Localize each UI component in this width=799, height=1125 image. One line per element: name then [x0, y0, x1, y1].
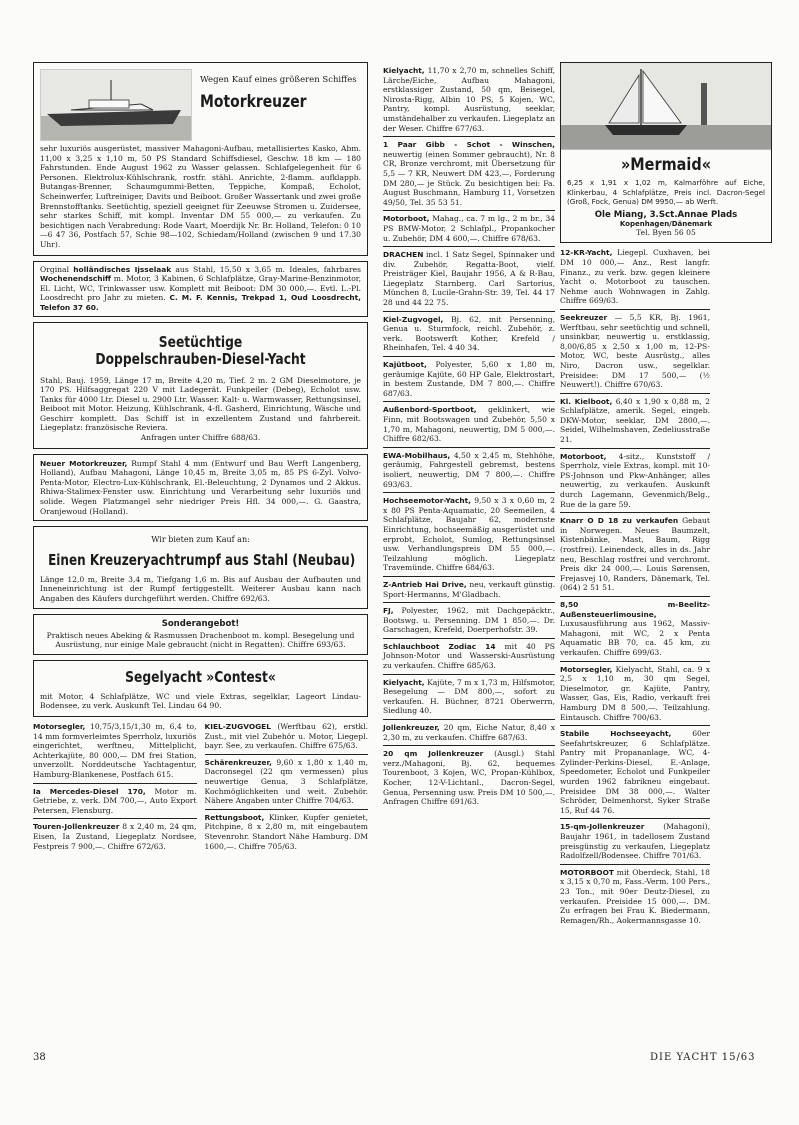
ad-body: (Mahagoni), Baujahr 1961, in tadellosem Zustand preisgünstig zu verkaufen, Liegeplatz Radolfzell/Bodensee. Chiffre 701/63.: [560, 822, 710, 861]
motorboat-photo: [40, 69, 192, 141]
ad-body: Bj. 62, mit Persenning, Genua u. Sturmfock, reichl. Zubehör, z. verk. Bootswerft Kother, Krefeld / Rheinhafen, Tel. 4 40 34.: [383, 314, 555, 353]
divider: [560, 864, 710, 865]
divider: [383, 401, 555, 402]
list-item: Touren-Jollenkreuzer 8 x 2,40 m, 24 qm, Eisen, Ia Zustand, Liegeplatz Nordsee, Festpreis 7 900,—. Chiffre 672/63.: [33, 822, 197, 851]
list-item: [560, 397, 710, 445]
doppel-title1: Seetüchtige: [158, 332, 243, 351]
list-item: [383, 66, 555, 133]
list-item: [383, 405, 555, 443]
rumpf-intro: Wir bieten zum Kauf an:: [151, 535, 250, 545]
sailboat-photo: [561, 63, 771, 150]
ad-body: Liegepl. Cuxhaven, bei DM 10 000,— Anz., Rest langfr. Finanz., zu verk. bzw. gegen kleinere Yacht o. Motorboot zu tauschen. Nehme auch Wohnwagen in Zahlg. Chiffre 669/63.: [560, 248, 710, 306]
divider: [560, 512, 710, 513]
divider: [383, 602, 555, 603]
list-item: [383, 360, 555, 398]
ad-name: 8,50 m-Beelitz-Außensteuerlimousine,: [560, 599, 710, 619]
divider: [383, 576, 555, 577]
ijsselaak-body: aus Stahl, 15,50 x 3,65 m. Ideales, fahrbares: [175, 264, 361, 274]
list-item: KIEL-ZUGVOGEL (Werftbau 62), erstkl. Zust., mit viel Zubehör u. Motor, Liegepl. bayr. See, zu verkaufen. Chiffre 675/63.: [204, 721, 369, 751]
list-item: [383, 140, 555, 207]
ad-neuer-motorkreuzer: [33, 454, 368, 522]
doppel-footer: Anfragen unter Chiffre 688/63.: [140, 433, 261, 443]
ad-name: Motorsegler,: [560, 664, 613, 674]
list-item: [383, 606, 555, 635]
ad-name: Knarr O D 18 zu verkaufen: [560, 516, 679, 526]
list-item: [560, 822, 710, 860]
ad-name: 15-qm-Jollenkreuzer: [560, 822, 645, 832]
ad-body: 60er Seefahrtskreuzer, 6 Schlafplätze. Pantry mit Propananlage, WC, 4-Zylinder-Perkins-Diesel, E.-Anlage, Speedometer, Echolot und Funkpeiler wurden 1962 fabrikneu eingebaut. Preisidee DM 38 000,—. Walter Schröder, Delmenhorst, Syker Straße 15, Ruf 44 76.: [560, 729, 710, 815]
ad-doppelschrauben: [33, 322, 368, 449]
divider: [383, 638, 555, 639]
mermaid-body: 6,25 x 1,91 x 1,02 m, Kalmarföhre auf Eiche, Klinkerbau, 4 Schlafplätze, Preis incl. Dacron-Segel (Groß, Fock, Genua) DM 9950,— ab Werft.: [567, 178, 765, 207]
neuer-name: Neuer Motorkreuzer,: [40, 458, 128, 468]
mermaid-title: »Mermaid«: [620, 155, 712, 175]
divider: [383, 492, 555, 493]
ad-name: Seekreuzer: [560, 312, 608, 322]
list-item: [383, 580, 555, 599]
ad-sonderangebot: [33, 614, 368, 655]
ad-name: Kielyacht,: [383, 66, 425, 75]
list-item: [560, 665, 710, 723]
ad-body: 4-sitz., Kunststoff / Sperrholz, viele Extras, kompl. mit 10-PS-Johnson und Pkw-Anhänger, alles neuwertig, zu verkaufen. Auskunft durch Lagemann, Gevenmich/Belg., Rue de la gare 59.: [560, 451, 711, 509]
ad-body: Luxusausführung aus 1962, Massiv-Mahagoni, mit WC, 2 x Penta Aquamatic BB 70, ca. 45 km, zu verkaufen. Chiffre 699/63.: [560, 619, 710, 657]
ad-kreuzeryachtrumpf: [33, 526, 368, 608]
list-item: [383, 496, 555, 573]
list-item: [383, 451, 555, 489]
ad-name: Schlauchboot Zodiac 14: [383, 641, 496, 651]
sailboat-icon: [561, 63, 771, 149]
ad-ijsselaak: [33, 261, 368, 317]
ad-name: Kiel-Zugvogel,: [383, 314, 444, 324]
small-ads-col-a: [33, 722, 197, 851]
ad-body: Kielyacht, Stahl, ca. 9 x 2,5 x 1,10 m, 30 qm Segel, Dieselmotor, gr. Kajüte, Pantry, Wasser, Gas, Eis, Radio, verkauft frei Hamburg DM 8 500,—. Teilzahlung. Eintausch. Chiffre 700/63.: [560, 664, 710, 722]
divider: [560, 661, 710, 662]
list-item: Ia Mercedes-Diesel 170, Motor m. Getriebe, z. verk. DM 700,—, Auto Export Petersen, Flensburg.: [33, 786, 197, 815]
ad-body: 6,40 x 1,90 x 0,88 m, 2 Schlafplätze, amerik. Segel, eingeb. DKW-Motor, seeklar, DM 2800,—. Seidel, Wilhelmshaven, Zedeliusstraße 21.: [560, 396, 710, 445]
list-item: Schärenkreuzer, 9,60 x 1,80 x 1,40 m, Dacronsegel (22 qm vermessen) plus neuwertige Genua, 3 Schlafplätze, Kochmöglichkeiten und weit. Zubehör. Nähere Angaben unter Chiffre 704/63.: [204, 757, 368, 806]
neuer-body: Rumpf Stahl 4 mm (Entwurf und Bau Werft Langenberg, Holland), Aufbau Mahagoni, Länge 10,45 m, Breite 3,05 m, 85 PS 6-Zyl. Volvo-Penta-Motor, Electro-Lux-Kühlschrank, El.-Beleuchtung, 2 Dynamos und 2 Akkus. Rhiwa-Stalimex-Fenster usw. Einrichtung und Verarbeitung sehr luxuriös und solide. Wegen Platzmangel sehr niedriger Preis Hfl. 34 000,—. G. Gaastra, Oranjewoud (Holland).: [40, 458, 362, 516]
list-item: [560, 516, 710, 593]
ad-motorkreuzer: [33, 62, 368, 256]
rumpf-body: Länge 12,0 m, Breite 3,4 m, Tiefgang 1,6 m. Bis auf Ausbau der Aufbauten und Inneneinrichtung ist der Rumpf fertiggestellt. Weiterer Ausbau kann nach Angaben des Käufers durchgeführt werden. Chiffre 692/63.: [40, 574, 361, 603]
ad-body: Polyester, 5,60 x 1,80 m, geräumige Kajüte, 60 HP Gale, Elektrostart, in bestem Zustande, DM 7 800,—. Chiffre 687/63.: [383, 360, 556, 398]
ijsselaak-contact: C. M. F. Kennis, Trekpad 1, Oud Loosdrecht, Telefon 37 60.: [40, 293, 361, 312]
middle-ad-list: [383, 66, 555, 807]
motorkreuzer-body: sehr luxuriös ausgerüstet, massiver Mahagoni-Aufbau, metallisiertes Kasko, Abm. 11,00 x 3,25 x 1,10 m, 50 PS Standard Schiffsdiesel, Geschw. 18 km — 180 Fahrstunden. Ende August 1962 zu Wasser gelassen. Schlafgelegenheit für 6 Personen. Elektrolux-Kühlschrank, rostfr. stähl. Anrichte, 2-flamm. aufklappb. Butangas-Brenner, Schaumgummi-Betten, Teppiche, Kompaß, Echolot, Scheinwerfer, Luftreiniger, Davits und Beiboot. Großer Wassertank und zwei große Brennstofftanks. Seetüchtig, speziell geeignet für Zeeuwse Stromen u. Zuidersee, sehr starkes Schiff, mit kompl. Inventar DM 55 000,— zu verkaufen. Zu besichtigen nach Verabredung: Rode Vaart, Moerdijk Nr. Br. Holland, Telefon: 0 10—6 47 36, Postfach 57, Schie 98—102, Schiedam/Holland (zwischen 9 und 17.30 Uhr).: [40, 144, 361, 249]
ad-name: Motorboot,: [560, 451, 607, 461]
divider: [560, 448, 710, 449]
ad-body: 11,70 x 2,70 m, schnelles Schiff, Lärche/Eiche, Aufbau Mahagoni, erstklassiger Zustand, 50 qm, Beisegel, Nirosta-Rigg, Albin 10 PS, 5 Kojen, WC, Pantry, kompl. Ausrüstung, seeklar, umständehalber zu verkaufen. Liegeplatz an der Weser. Chiffre 677/63.: [383, 66, 555, 133]
list-item: [383, 723, 555, 742]
ad-body: 9,50 x 3 x 0,60 m, 2 x 80 PS Penta-Aquamatic, 20 Seemeilen, 4 Schlafplätze, Baujahr 62, modernste Einrichtung, hochseemäßig ausgerüstet und erprobt, Echolot, Sumlog, Rettungsinsel usw. Verhandlungspreis DM 55 000,—. Teilzahlung möglich. Liegeplatz Travemünde. Chiffre 684/63.: [383, 496, 555, 573]
list-item: Rettungsboot, Klinker, Kupfer genietet, Pitchpine, 8 x 2,80 m, mit eingebautem Stevenrohr. Standort Nähe Hamburg. DM 1600,—. Chiffre 705/63.: [204, 812, 368, 851]
divider: [383, 745, 555, 746]
ad-body: (Ausgl.) Stahl verz./Mahagoni, Bj. 62, bequemes Tourenboot, 3 Kojen, WC, Propan-Kühlbox, Kocher, 12-V-Lichtanl., Dacron-Segel, Genua, Persenning usw. Preis DM 10 500,—. Anfragen Chiffre 691/63.: [383, 749, 555, 807]
rumpf-title: Einen Kreuzeryachtrumpf aus Stahl (Neubau): [48, 550, 356, 569]
ad-body: neu, verkauft günstig. Sport-Hermanns, M'Gladbach.: [383, 579, 555, 599]
right-column: [560, 62, 772, 925]
motorboat-icon: [41, 70, 191, 140]
ijsselaak-name: holländisches Ijsselaak: [73, 264, 172, 274]
ad-body: neuwertig (einen Sommer gebraucht), Nr. 8 CR, Bronze verchromt, mit Übersetzung für 5,5 — 7 KR, Neuwert DM 423,—, Forderung DM 280,— je Stück. Zu besichtigen bei: Fa. August Buschmann, Hamburg 11, Vorsetzen 49/50, Tel. 35 53 51.: [383, 149, 555, 207]
ad-name: 1 Paar Gibb - Schot - Winschen,: [383, 140, 555, 150]
ad-body: geklinkert, wie Finn, mit Bootswagen und Zubehör, 5,50 x 1,70 m, Mahagoni, neuwertig, DM 5 000,—. Chiffre 682/63.: [383, 405, 555, 444]
ad-name: Z-Antrieb Hai Drive,: [383, 579, 467, 589]
ad-name: Kajütboot,: [383, 360, 427, 370]
ad-body: Gebaut in Norwegen. Neues Baumzelt, Kistenbänke, Mast, Baum, Rigg (rostfrei). Leinendeck, alles in ds. Jahr neu, Beschlag rostfrei und verchromt. Preis dkr 24 000,—. Louis Sørensen, Frejasvej 10, Randers, Dänemark, Tel. (064) 2 51 51.: [560, 516, 710, 593]
divider: [383, 210, 555, 211]
magazine-issue: DIE YACHT 15/63: [650, 1052, 756, 1063]
small-ads-col-b: [205, 722, 369, 851]
doppel-title2: Doppelschrauben-Diesel-Yacht: [95, 349, 306, 368]
contest-title: Segelyacht »Contest«: [125, 667, 276, 686]
middle-column: [383, 66, 555, 807]
ad-name: Jollenkreuzer,: [383, 723, 440, 733]
divider: [383, 447, 555, 448]
ad-name: EWA-Mobilhaus,: [383, 450, 451, 460]
list-item: [383, 749, 555, 807]
divider: [560, 818, 710, 819]
ad-name: FJ,: [383, 606, 394, 616]
divider: [560, 393, 710, 394]
ad-body: Polyester, 1962, mit Dachgepäcktr., Bootswg. u. Persenning. DM 1 850,—. Dr. Garschagen, Krefeld, Doerperhofstr. 39.: [383, 606, 555, 635]
ad-name: Hochseemotor-Yacht,: [383, 496, 471, 506]
ad-name: Stabile Hochseeyacht,: [560, 729, 672, 739]
ad-name: Außenbord-Sportboot,: [383, 405, 477, 415]
list-item: [560, 868, 710, 926]
ad-body: 4,50 x 2,45 m, Stehhöhe, geräumig, Fahrgestell gebremst, bestens isoliert, neuwertig, DM 7 800,—. Chiffre 693/63.: [383, 450, 555, 489]
page-number: 38: [33, 1052, 46, 1063]
ad-name: DRACHEN: [383, 250, 424, 260]
list-item: [560, 248, 710, 306]
divider: [383, 136, 555, 137]
ad-body: Kajüte, 7 m x 1,73 m, Hilfsmotor, Besegelung — DM 800,—, sofort zu verkaufen. H. Büchner, 8721 Oberwerrn, Siedlung 40.: [383, 677, 555, 716]
ad-body: 20 qm, Eiche Natur, 8,40 x 2,30 m, zu verkaufen. Chiffre 687/63.: [383, 723, 555, 742]
ad-name: Kielyacht,: [383, 677, 425, 687]
ad-body: Mahag., ca. 7 m lg., 2 m br., 34 PS BMW-Motor, 2 Schlafpl., Propankocher u. Zubehör, DM 4 600,—. Chiffre 678/63.: [383, 214, 555, 243]
ijsselaak-lead: Orginal: [40, 264, 69, 274]
divider: [560, 725, 710, 726]
sonder-title: Sonderangebot!: [161, 618, 240, 629]
ad-body: — 5,5 KR, Bj. 1961, Werftbau, sehr seetüchtig und schnell, unsinkbar, neuwertig u. erstklassig, 8,00/6,85 x 2,50 x 1,00 m, 12-PS-Motor, WC, beste Ausrüstg., alles Niro, Dacron usw., segelklar. Preisidee: DM 17 500,— (½ Neuwert!). Chiffre 670/63.: [560, 312, 711, 390]
list-item: [560, 600, 710, 658]
contest-body: mit Motor, 4 Schlafplätze, WC und viele Extras, segelklar, Lageort Lindau-Bodensee, zu verk. Auskunft Tel. Lindau 64 90.: [40, 691, 361, 711]
mermaid-tel: Tel. Byen 56 05: [636, 227, 696, 237]
divider: [560, 596, 710, 597]
ad-name: 12-KR-Yacht,: [560, 248, 613, 258]
divider: [383, 356, 555, 357]
ijsselaak-name2: Wochenendschiff: [40, 274, 112, 284]
ad-name: 20 qm Jollenkreuzer: [383, 749, 484, 759]
ad-body: mit 40 PS Johnson-Motor und Wasserski-Ausrüstung zu verkaufen. Chiffre 685/63.: [383, 641, 555, 671]
right-ad-list: [560, 248, 710, 925]
ad-body: incl. 1 Satz Segel, Spinnaker und div. Zubehör, Regatta-Boot, vielf. Preisträger Kiel, Baujahr 1956, A & R-Bau, Liegeplatz Starnberg. Carl Sartorius, München 8, Lucile-Grahn-Str. 39, Tel. 44 17 28 und 44 22 75.: [383, 250, 555, 308]
ad-contest: [33, 660, 368, 717]
ad-name: Motorboot,: [383, 214, 430, 224]
list-item: [383, 214, 555, 243]
ad-body: mit Oberdeck, Stahl, 18 x 3,15 x 0,70 m, Fass.-Verm. 100 Pers., 23 Ton., mit 90er Deutz-Diesel, zu verkaufen. Preisidee 15 000,—. DM. Zu erfragen bei Frau K. Biedermann, Remagen/Rh., Aokermannsgasse 10.: [560, 867, 710, 925]
list-item: [560, 452, 710, 510]
small-ads-left: [33, 722, 368, 851]
divider: [383, 246, 555, 247]
divider: [560, 309, 710, 310]
list-item: [383, 642, 555, 671]
mermaid-firm: Ole Miang, 3.Sct.Annae Plads: [594, 209, 738, 220]
doppel-body: Stahl, Bauj. 1959, Länge 17 m, Breite 4,20 m, Tief. 2 m. 2 GM Dieselmotore, je 170 PS. Hilfsaggregat 220 V mit Ladegerät. Funkpeiler (Debeg), Echolot usw. Tanks für 4000 Ltr. Diesel u. 2900 Ltr. Wasser. Kalt- u. Warmwasser, Rettungsinsel, Beiboot mit Motor. Heizung, Kühlschrank, 4-fl. Gasherd, Einrichtung, Wäsche und Geschirr komplett. Das Schiff ist in exzellentem Zustand und fahrbereit. Liegeplatz: französische Reviera.: [40, 375, 361, 433]
motorkreuzer-intro: Wegen Kauf eines größeren Schiffes: [200, 75, 357, 85]
ad-name: MOTORBOOT: [560, 867, 614, 877]
list-item: [383, 315, 555, 353]
left-column: [33, 62, 368, 851]
motorkreuzer-title: Motorkreuzer: [200, 92, 307, 112]
divider: [383, 674, 555, 675]
mermaid-city: Kopenhagen/Dänemark: [619, 219, 713, 228]
list-item: [560, 729, 710, 815]
list-item: [383, 678, 555, 716]
list-item: [383, 250, 555, 308]
divider: [383, 311, 555, 312]
ijsselaak-body2: m. Motor, 3 Kabinen, 6 Schlafplätze, Gray-Marine-Benzinmotor, El. Licht, WC, Trinkwasser usw. Komplett mit Beiboot: DM 30 000,—. Evtl. L.-Pl. Loosdrecht pro Jahr zu mieten.: [40, 274, 361, 303]
ad-mermaid: [560, 62, 772, 243]
divider: [383, 719, 555, 720]
sonder-body: Praktisch neues Abeking & Rasmussen Drachenboot m. kompl. Besegelung und Ausrüstung, nur einige Male gebraucht (nicht in Regatten). Chiffre 693/63.: [46, 630, 355, 650]
ad-name: Kl. Kielboot,: [560, 396, 613, 406]
list-item: Motorsegler, 10,75/3,15/1,30 m, 6,4 to, 14 mm formverleimtes Sperrholz, luxuriös eingerichtet, werftneu, Mittelplicht, Achterkajüte, 80 000,— DM frei Station, unverzollt. Norddeutsche Yachtagentur, Hamburg-Blankenese, Postfach 615.: [33, 721, 197, 779]
list-item: [560, 313, 710, 390]
